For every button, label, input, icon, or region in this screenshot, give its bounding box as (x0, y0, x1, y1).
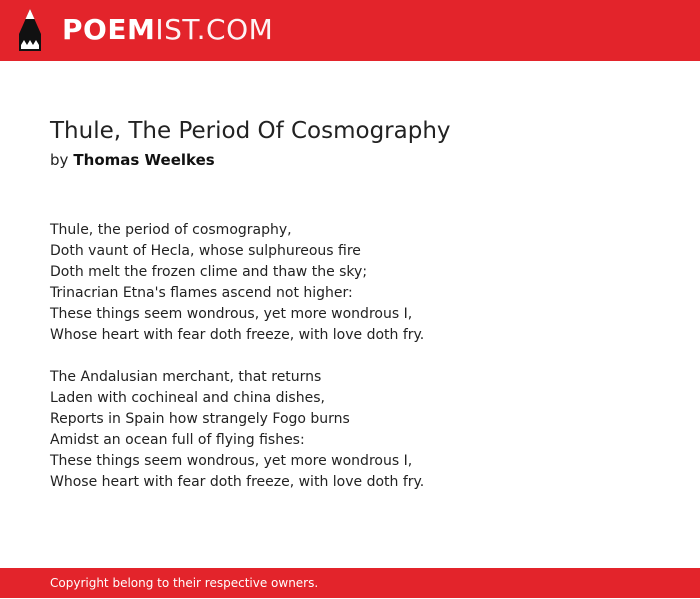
poem-line: Amidst an ocean full of flying fishes: (50, 432, 305, 448)
stanza (50, 220, 670, 346)
poem-line: These things seem wondrous, yet more wondrous I, (50, 306, 413, 322)
poem-line: Thule, the period of cosmography, (50, 222, 292, 238)
site-header (0, 0, 700, 61)
poem-body (50, 220, 670, 493)
logo-bold-text: POEM (62, 13, 156, 46)
poem-line: Whose heart with fear doth freeze, with love doth fry. (50, 474, 425, 490)
site-logo-text (62, 8, 273, 52)
pencil-icon (18, 8, 42, 52)
poem-line: The Andalusian merchant, that returns (50, 369, 322, 385)
copyright-text: Copyright belong to their respective owners. (50, 576, 319, 590)
site-logo-link[interactable] (18, 8, 273, 52)
poem-line: Reports in Spain how strangely Fogo burns (50, 411, 350, 427)
stanza (50, 367, 670, 493)
poem-line: Whose heart with fear doth freeze, with love doth fry. (50, 327, 425, 343)
poem-content (50, 112, 670, 514)
poem-line: Trinacrian Etna's flames ascend not higher: (50, 285, 353, 301)
author-link[interactable]: Thomas Weelkes (73, 151, 215, 169)
byline (50, 150, 670, 170)
site-footer (0, 568, 700, 598)
logo-light-text: IST.COM (155, 13, 274, 46)
poem-line: These things seem wondrous, yet more wondrous I, (50, 453, 413, 469)
poem-line: Doth melt the frozen clime and thaw the sky; (50, 264, 368, 280)
poem-line: Laden with cochineal and china dishes, (50, 390, 325, 406)
poem-line: Doth vaunt of Hecla, whose sulphureous fire (50, 243, 361, 259)
poem-title: Thule, The Period Of Cosmography (50, 118, 451, 144)
by-label: by (50, 151, 69, 169)
